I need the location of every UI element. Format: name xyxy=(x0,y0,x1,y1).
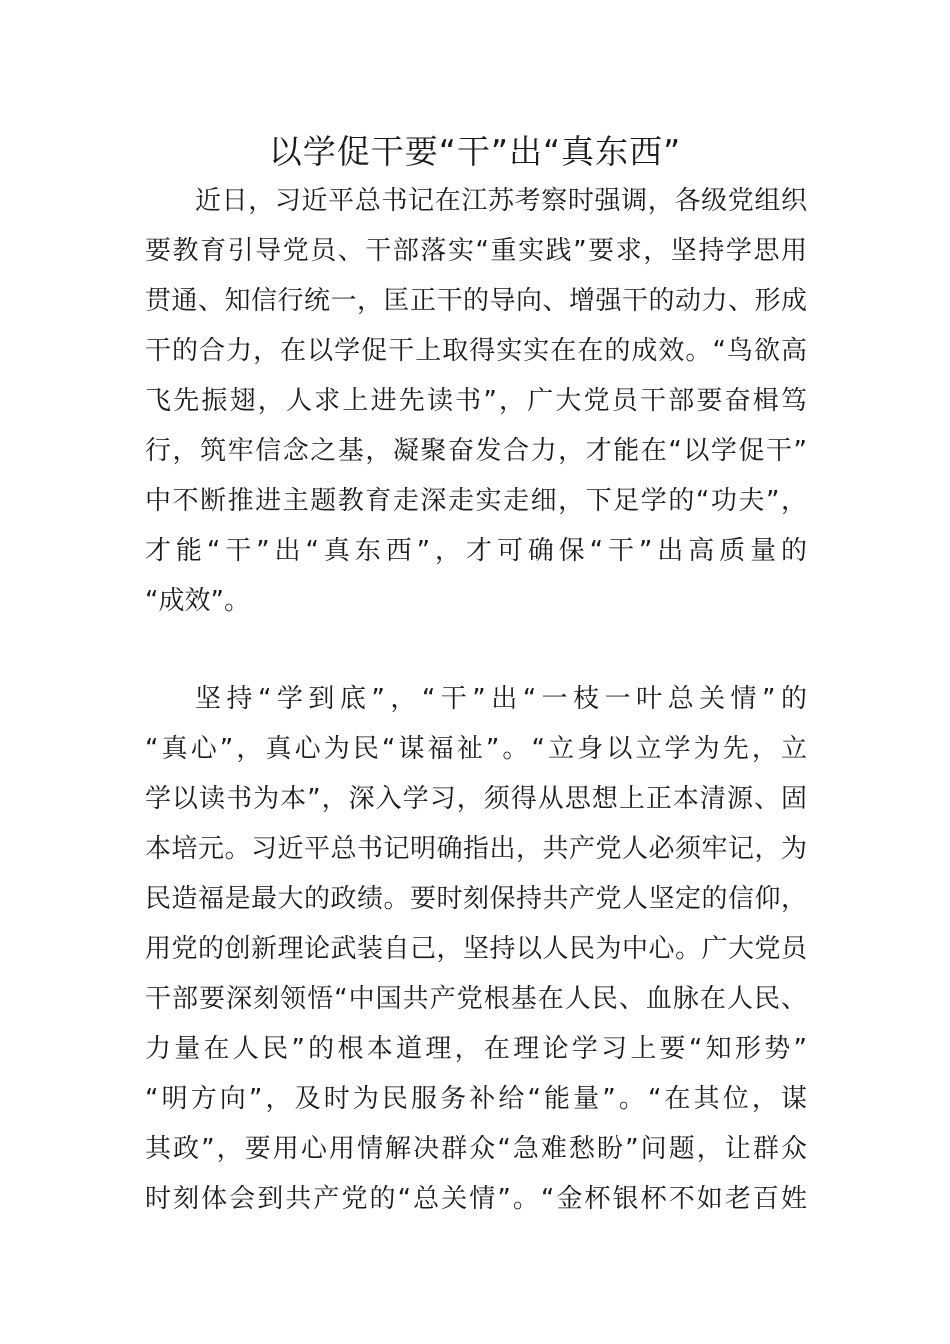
paragraph-line: “明方向”，及时为民服务补给“能量”。“在其位，谋 xyxy=(145,1084,807,1114)
paragraph-line: 用党的创新理论武装自己，坚持以人民为中心。广大党员 xyxy=(145,934,807,964)
paragraph-line: “真心”，真心为民“谋福祉”。“立身以立学为先，立 xyxy=(145,734,807,764)
paragraph-line: 时刻体会到共产党的“总关情”。“金杯银杯不如老百姓 xyxy=(145,1184,807,1214)
paragraph-line: 近日，习近平总书记在江苏考察时强调，各级党组织 xyxy=(195,186,807,216)
paragraph-line: 贯通、知信行统一，匡正干的导向、增强干的动力、形成 xyxy=(145,286,807,316)
paragraph-line: 其政”，要用心用情解决群众“急难愁盼”问题，让群众 xyxy=(145,1134,807,1164)
paragraph-line: 飞先振翅，人求上进先读书”，广大党员干部要奋楫笃 xyxy=(145,386,807,416)
paragraph-1 xyxy=(145,176,807,626)
paragraph-2 xyxy=(145,674,807,1224)
paragraph-line: 要教育引导党员、干部落实“重实践”要求，坚持学思用 xyxy=(145,236,807,266)
paragraph-line: 才能“干”出“真东西”，才可确保“干”出高质量的 xyxy=(145,536,807,566)
paragraph-line: 干部要深刻领悟“中国共产党根基在人民、血脉在人民、 xyxy=(145,984,807,1014)
paragraph-line: 坚持“学到底”，“干”出“一枝一叶总关情”的 xyxy=(195,684,807,714)
paragraph-line: 干的合力，在以学促干上取得实实在在的成效。“鸟欲高 xyxy=(145,336,807,366)
paragraph-line: “成效”。 xyxy=(145,586,250,616)
paragraph-line: 学以读书为本”，深入学习，须得从思想上正本清源、固 xyxy=(145,784,807,814)
paragraph-line: 民造福是最大的政绩。要时刻保持共产党人坚定的信仰， xyxy=(145,884,807,914)
paragraph-line: 行，筑牢信念之基，凝聚奋发合力，才能在“以学促干” xyxy=(145,436,807,466)
paragraph-line: 中不断推进主题教育走深走实走细，下足学的“功夫”， xyxy=(145,486,807,516)
paragraph-line: 力量在人民”的根本道理，在理论学习上要“知形势” xyxy=(145,1034,807,1064)
paragraph-line: 本培元。习近平总书记明确指出，共产党人必须牢记，为 xyxy=(145,834,807,864)
document-title: 以学促干要“干”出“真东西” xyxy=(268,132,682,171)
